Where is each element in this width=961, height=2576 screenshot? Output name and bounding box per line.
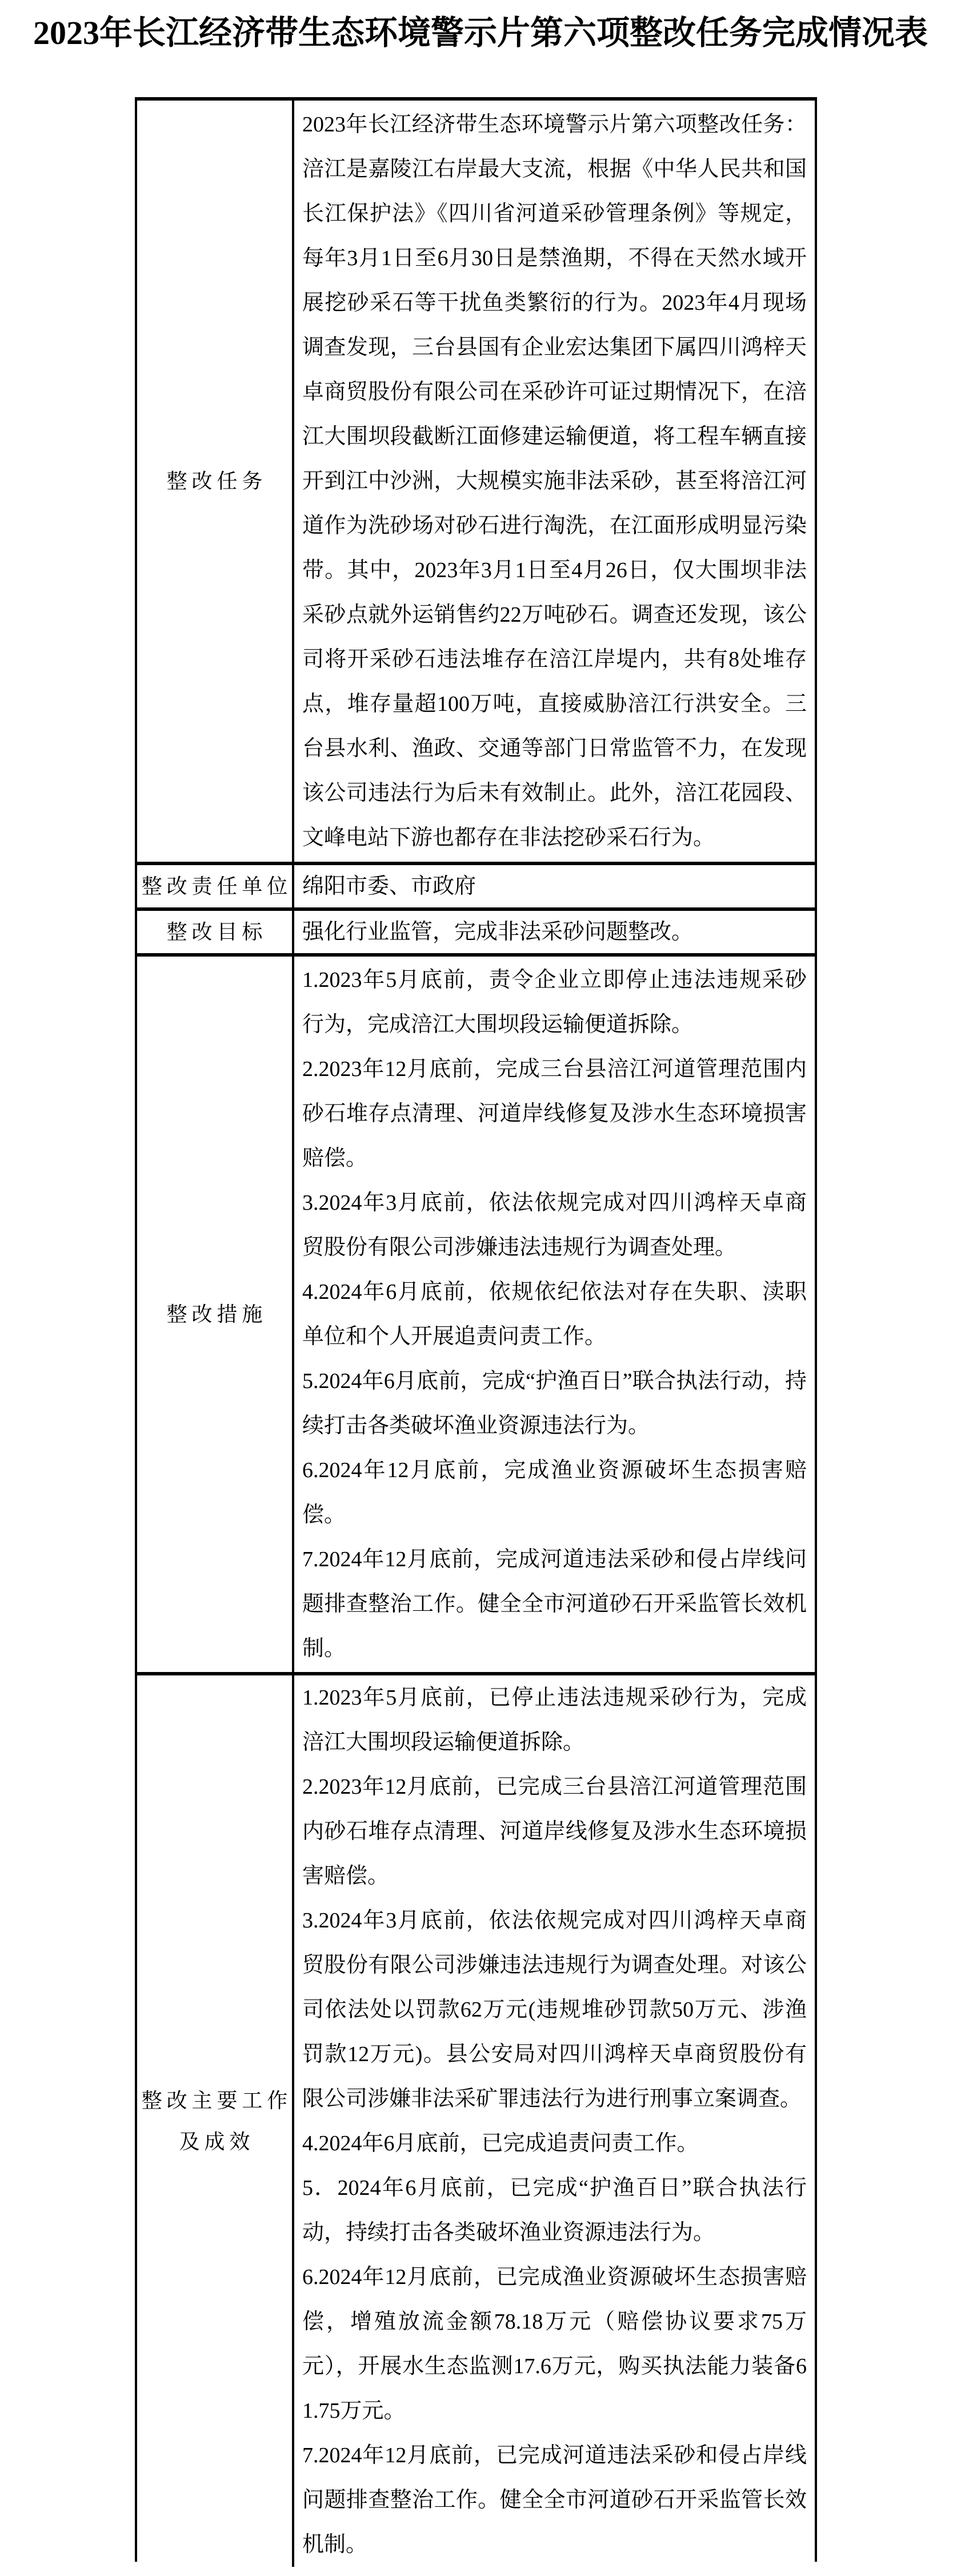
content-paragraph: 7.2024年12月底前，完成河道违法采砂和侵占岸线问题排查整治工作。健全全市河道砂石开采监管长效机制。 [302,1547,807,1661]
content-paragraph: 强化行业监管，完成非法采砂问题整改。 [302,920,694,944]
rectification-table [135,97,817,2562]
content-paragraph: 4.2024年6月底前，依规依纪依法对存在失职、渎职单位和个人开展追责问责工作。 [302,1280,807,1349]
row-header-label: 整改任务 [166,470,267,493]
row-header-cell [137,101,294,862]
row-header-cell [137,957,294,1672]
content-paragraph: 3.2024年3月底前，依法依规完成对四川鸿梓天卓商贸股份有限公司涉嫌违法违规行为调查处理。对该公司依法处以罚款62万元(违规堆砂罚款50万元、涉渔罚款12万元)。县公安局对四川鸿梓天卓商贸股份有限公司涉嫌非法采矿罪违法行为进行刑事立案调查。 [302,1909,807,2111]
table-row [137,101,815,865]
table-row [137,865,815,911]
row-header-label: 整改目标 [166,921,267,943]
content-paragraph: 5．2024年6月底前，已完成“护渔百日”联合执法行动，持续打击各类破坏渔业资源违法行为。 [302,2176,807,2245]
content-paragraph: 绵阳市委、市政府 [302,874,477,898]
content-paragraph: 2023年长江经济带生态环境警示片第六项整改任务：涪江是嘉陵江右岸最大支流，根据《中华人民共和国长江保护法》《四川省河道采砂管理条例》等规定，每年3月1日至6月30日是禁渔期，不得在天然水域开展挖砂采石等干扰鱼类繁衍的行为。2023年4月现场调查发现，三台县国有企业宏达集团下属四川鸿梓天卓商贸股份有限公司在采砂许可证过期情况下，在涪江大围坝段截断江面修建运输便道，将工程车辆直接开到江中沙洲，大规模实施非法采砂，甚至将涪江河道作为洗砂场对砂石进行淘洗，在江面形成明显污染带。其中，2023年3月1日至4月26日，仅大围坝非法采砂点就外运销售约22万吨砂石。调查还发现，该公司将开采砂石违法堆存在涪江岸堤内，共有8处堆存点，堆存量超100万吨，直接威胁涪江行洪安全。三台县水利、渔政、交通等部门日常监管不力，在发现该公司违法行为后未有效制止。此外，涪江花园段、文峰电站下游也都存在非法挖砂采石行为。 [302,113,807,850]
row-header-label: 整改主要工作 [141,2089,293,2112]
content-paragraph: 5.2024年6月底前，完成“护渔百日”联合执法行动，持续打击各类破坏渔业资源违法行为。 [302,1369,807,1438]
content-paragraph: 7.2024年12月底前，已完成河道违法采砂和侵占岸线问题排查整治工作。健全全市河道砂石开采监管长效机制。 [302,2443,807,2557]
row-content-cell [294,865,815,907]
table-row [137,911,815,957]
row-header-label: 及成效 [179,2130,255,2153]
content-paragraph: 1.2023年5月底前，已停止违法违规采砂行为，完成涪江大围坝段运输便道拆除。 [302,1686,807,1754]
row-header-cell [137,865,294,907]
table-row [137,957,815,1675]
row-content-cell [294,957,815,1672]
content-paragraph: 4.2024年6月底前，已完成追责问责工作。 [302,2131,699,2155]
row-content-cell [294,1675,815,2567]
page-title: 2023年长江经济带生态环境警示片第六项整改任务完成情况表 [33,14,928,51]
row-header-cell [137,911,294,953]
row-header-cell [137,1675,294,2567]
row-header-label: 整改措施 [166,1303,267,1326]
content-paragraph: 6.2024年12月底前，已完成渔业资源破坏生态损害赔偿，增殖放流金额78.18万元（赔偿协议要求75万元），开展水生态监测17.6万元，购买执法能力装备61.75万元。 [302,2265,807,2423]
content-paragraph: 2.2023年12月底前，完成三台县涪江河道管理范围内砂石堆存点清理、河道岸线修复及涉水生态环境损害赔偿。 [302,1057,807,1170]
content-paragraph: 3.2024年3月底前，依法依规完成对四川鸿梓天卓商贸股份有限公司涉嫌违法违规行为调查处理。 [302,1191,807,1259]
row-header-label: 整改责任单位 [141,875,293,898]
table-row [137,1675,815,2567]
row-content-cell [294,911,815,953]
content-paragraph: 6.2024年12月底前，完成渔业资源破坏生态损害赔偿。 [302,1458,807,1527]
row-content-cell [294,101,815,862]
content-paragraph: 2.2023年12月底前，已完成三台县涪江河道管理范围内砂石堆存点清理、河道岸线修复及涉水生态环境损害赔偿。 [302,1775,807,1888]
content-paragraph: 1.2023年5月底前，责令企业立即停止违法违规采砂行为，完成涪江大围坝段运输便道拆除。 [302,968,807,1037]
